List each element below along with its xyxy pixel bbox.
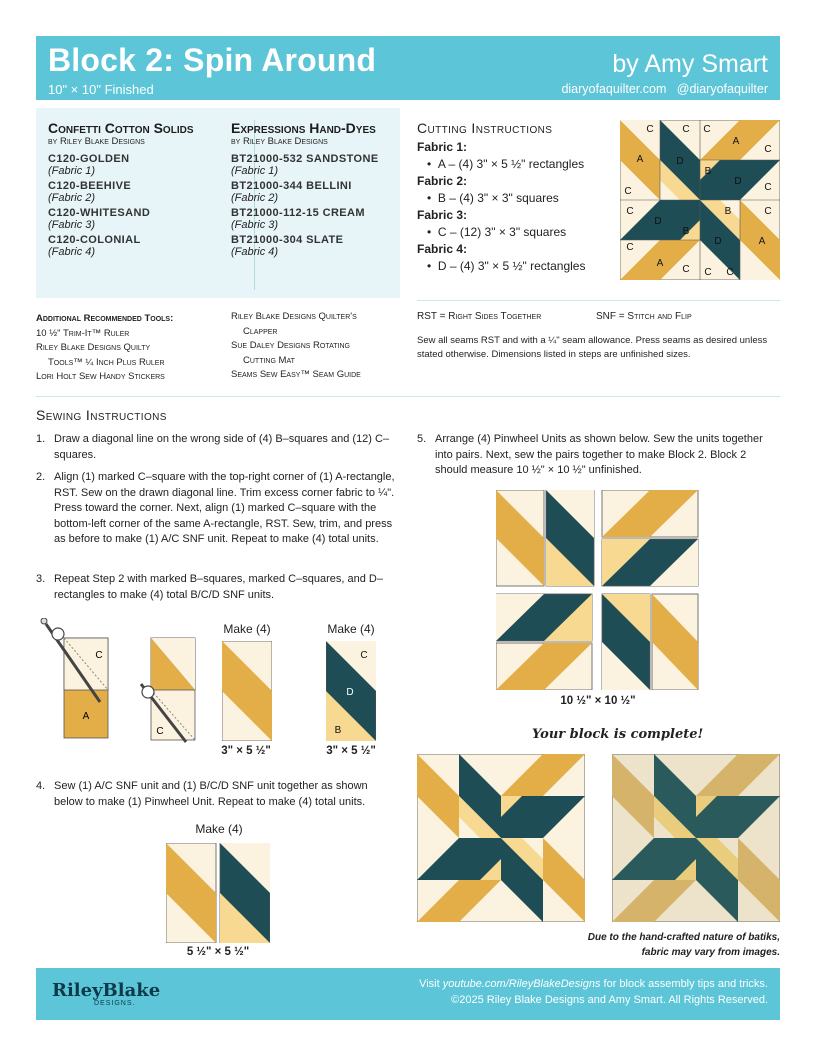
social-handle[interactable]: @diaryofaquilter	[676, 82, 768, 96]
svg-text:C: C	[726, 267, 734, 278]
author: by Amy Smart	[612, 50, 768, 78]
cutting-fabric: Fabric 1:	[417, 140, 468, 154]
header-banner	[36, 36, 780, 100]
block-diagram-labeled	[620, 120, 780, 280]
fabric-entry: C120-COLONIAL (Fabric 4)	[48, 234, 141, 258]
svg-text:D: D	[654, 216, 662, 227]
fabric-column-title: Expressions Hand-Dyes	[231, 120, 376, 136]
cutting-fabric: Fabric 3:	[417, 208, 468, 222]
copyright: ©2025 Riley Blake Designs and Amy Smart. All Rights Reserved.	[451, 994, 768, 1006]
fabric-column-subtitle: by Riley Blake Designs	[48, 136, 145, 147]
footer-visit: Visit youtube.com/RileyBlakeDesigns for block assembly tips and tricks.	[419, 978, 768, 990]
section-divider	[36, 396, 780, 397]
svg-text:D: D	[346, 687, 354, 698]
fabric-list-box	[36, 108, 400, 298]
batik-note: Due to the hand-crafted nature of batiks, fabric may vary from images.	[587, 932, 780, 958]
pinwheel-unit-bl	[496, 594, 592, 690]
completion-message: Your block is complete!	[532, 727, 704, 742]
fabric-column-subtitle: by Riley Blake Designs	[231, 136, 328, 147]
pinwheel-unit-tr	[602, 490, 698, 586]
step-1: 1. Draw a diagonal line on the wrong side of (4) B–squares and (12) C–squares.	[36, 433, 390, 461]
svg-text:D: D	[676, 156, 684, 167]
fabric-entry: C120-WHITESAND (Fabric 3)	[48, 207, 151, 231]
make-label: Make (4)	[195, 822, 243, 836]
svg-text:A: A	[82, 711, 90, 722]
tool-item: Clapper	[243, 325, 278, 337]
footer-banner	[36, 968, 780, 1020]
tool-item: Lori Holt Sew Handy Stickers	[36, 371, 165, 382]
cutting-instructions	[417, 120, 617, 275]
unit-dimension: 3" × 5 ½"	[326, 745, 376, 757]
svg-text:C: C	[624, 186, 632, 197]
tool-item: 10 ½" Trim-It™ Ruler	[36, 327, 130, 339]
fabric-entry: BT21000-304 SLATE (Fabric 4)	[231, 234, 344, 258]
make-label: Make (4)	[223, 622, 271, 636]
svg-text:C: C	[704, 267, 712, 278]
svg-text:C: C	[764, 182, 772, 193]
divider	[417, 300, 780, 301]
youtube-link[interactable]: youtube.com/RileyBlakeDesigns	[442, 978, 601, 990]
step-4: 4. Sew (1) A/C SNF unit and (1) B/C/D SNF unit together as shown below to make (1) Pinwheel Unit. Repeat to make (4) total units.	[36, 780, 368, 808]
svg-text:C: C	[764, 144, 772, 155]
pinwheel-unit-br	[602, 594, 698, 690]
cutting-item: • C – (12) 3" × 3" squares	[427, 225, 567, 239]
svg-text:A: A	[636, 154, 644, 165]
pinwheel-unit	[166, 843, 270, 943]
tool-item: Riley Blake Designs Quilter's	[231, 311, 357, 322]
fabric-column-handdyes	[231, 120, 401, 260]
block-dimension: 10 ½" × 10 ½"	[560, 695, 636, 707]
svg-text:A: A	[656, 258, 664, 269]
tool-item: Riley Blake Designs Quilty	[36, 342, 151, 353]
fabric-entry: BT21000-112-15 CREAM (Fabric 3)	[231, 207, 365, 231]
fabric-entry: C120-GOLDEN (Fabric 1)	[48, 153, 130, 177]
cutting-heading: Cutting Instructions	[417, 120, 553, 136]
svg-text:A: A	[758, 236, 766, 247]
svg-text:B: B	[334, 725, 342, 736]
riley-blake-logo: RileyBlake	[52, 980, 161, 1001]
cutting-item: • D – (4) 3" × 5 ½" rectangles	[427, 259, 586, 273]
cutting-item: • A – (4) 3" × 5 ½" rectangles	[427, 157, 585, 171]
fabric-column-title: Confetti Cotton Solids	[48, 120, 194, 136]
make-label: Make (4)	[327, 622, 375, 636]
tool-item: Seams Sew Easy™ Seam Guide	[231, 369, 361, 380]
ac-snf-unit	[222, 641, 272, 741]
block-geometry	[620, 120, 780, 280]
svg-text:B: B	[682, 226, 690, 237]
tool-item: Tools™ ¼ Inch Plus Ruler	[48, 356, 165, 368]
step-3: 3. Repeat Step 2 with marked B–squares, marked C–squares, and D–rectangles to make (4) total B/C/D SNF units.	[36, 573, 383, 601]
svg-text:B: B	[724, 206, 732, 217]
svg-text:C: C	[156, 726, 164, 737]
svg-text:A: A	[732, 136, 740, 147]
snf-definition: SNF = Stitch and Flip	[596, 311, 692, 322]
arranged-pinwheel-units	[496, 490, 700, 690]
pinwheel-unit-tl	[496, 490, 594, 586]
svg-text:C: C	[703, 124, 711, 135]
completed-block-solids	[417, 754, 585, 922]
step-2: 2. Align (1) marked C–square with the top-right corner of (1) A-rectangle, RST. Sew on the drawn diagonal line. Trim excess corner fabric to ¼". Press toward the corner. Next, align (1) marked C–square with the bottom-left corner of the same A-rectangle, RST. Sew, trim, and press as before to make (1) A/C SNF unit. Repeat to make (4) total units.	[36, 471, 395, 545]
svg-text:C: C	[646, 124, 654, 135]
svg-text:B: B	[704, 166, 712, 177]
fabric-column-solids	[48, 120, 218, 260]
fabric-entry: BT21000-532 SANDSTONE (Fabric 1)	[231, 153, 379, 177]
header-links	[561, 82, 768, 96]
svg-text:C: C	[95, 650, 103, 661]
tool-item: Sue Daley Designs Rotating	[231, 340, 350, 351]
svg-text:C: C	[626, 242, 634, 253]
fabric-entry: C120-BEEHIVE (Fabric 2)	[48, 180, 132, 204]
unit-dimension: 3" × 5 ½"	[221, 745, 271, 757]
svg-text:C: C	[360, 650, 368, 661]
seam-note: Sew all seams RST and with a ¼" seam allowance. Press seams as desired unless stated otherwise. Dimensions listed in steps are unfinished sizes.	[417, 335, 768, 360]
fabric-entry: BT21000-344 BELLINI (Fabric 2)	[231, 180, 352, 204]
svg-text:C: C	[682, 124, 690, 135]
website-link[interactable]: diaryofaquilter.com	[561, 82, 667, 96]
trimmed-unit	[141, 638, 195, 742]
rect-with-marked-square	[64, 638, 108, 738]
svg-text:C: C	[764, 206, 772, 217]
svg-text:D: D	[714, 236, 722, 247]
rst-definition: RST = Right Sides Together	[417, 311, 542, 322]
tool-item: Cutting Mat	[243, 354, 295, 366]
sewing-heading: Sewing Instructions	[36, 407, 167, 423]
svg-text:D: D	[734, 176, 742, 187]
snf-process-illustration	[36, 618, 206, 748]
finished-size: 10" × 10" Finished	[48, 82, 154, 97]
svg-text:C: C	[682, 264, 690, 275]
step-5: 5. Arrange (4) Pinwheel Units as shown below. Sew the units together into pairs. Next, sew the pairs together to make Block 2. Block 2 should measure 10 ½" × 10 ½" unfinished.	[417, 433, 763, 476]
cutting-item: • B – (4) 3" × 3" squares	[427, 191, 559, 205]
page-title: Block 2: Spin Around	[48, 42, 377, 78]
svg-text:C: C	[626, 206, 634, 217]
cutting-fabric: Fabric 4:	[417, 242, 468, 256]
logo-subtext: DESIGNS.	[94, 1000, 136, 1007]
cutting-fabric: Fabric 2:	[417, 174, 468, 188]
completed-block-batiks	[612, 754, 780, 922]
bcd-snf-unit	[326, 641, 376, 741]
unit-dimension: 5 ½" × 5 ½"	[186, 946, 250, 958]
tools-heading: Additional Recommended Tools:	[36, 313, 174, 324]
